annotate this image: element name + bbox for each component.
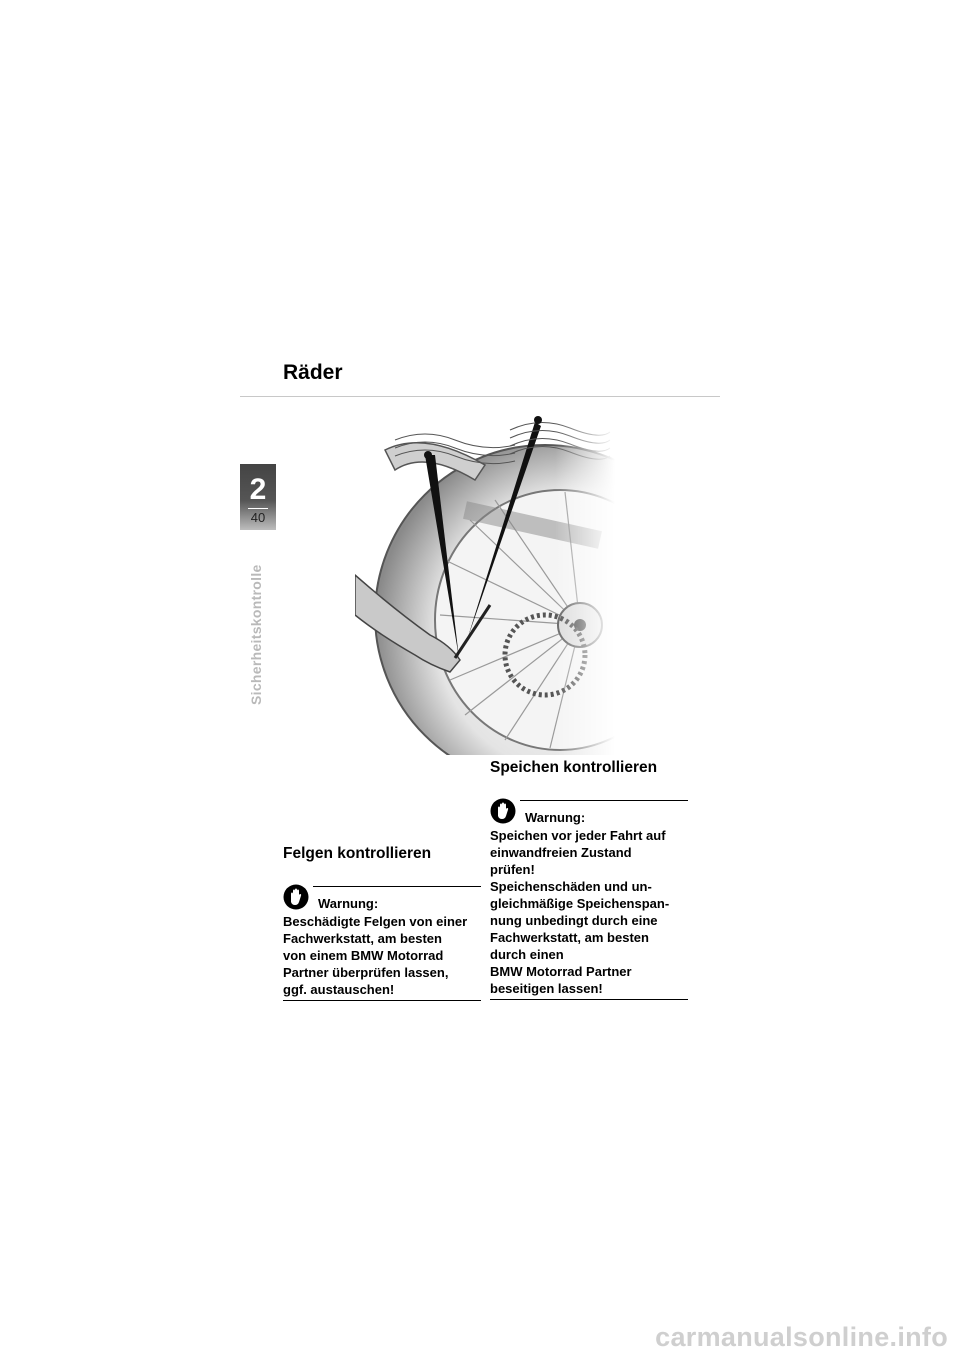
spokes-heading: Speichen kontrollieren xyxy=(490,759,658,776)
rims-heading: Felgen kontrollieren xyxy=(283,845,432,862)
warning-end-divider xyxy=(490,999,688,1000)
warning-divider xyxy=(520,800,688,801)
warning-label: Warnung: xyxy=(525,810,586,825)
footer-watermark: carmanualsonline.info xyxy=(655,1322,948,1352)
warning-text: Beschädigte Felgen von einer Fachwerkstatt, am besten von einem BMW Motorrad Partner überprüfen lassen, ggf. austauschen! xyxy=(283,914,468,997)
spokes-warning xyxy=(490,800,688,1000)
title-divider xyxy=(240,396,720,397)
chapter-divider xyxy=(248,508,268,509)
page-title: Räder xyxy=(283,361,343,384)
warning-label: Warnung: xyxy=(318,896,379,911)
wheel-illustration xyxy=(355,410,615,755)
page-number: 40 xyxy=(250,510,266,525)
hand-stop-icon xyxy=(283,884,309,910)
warning-divider xyxy=(313,886,481,887)
chapter-number: 2 xyxy=(249,473,267,506)
chapter-tab xyxy=(240,464,276,530)
warning-text: Speichen vor jeder Fahrt auf einwandfreien Zustand prüfen! Speichenschäden und un- gleichmäßige Speichenspan- nung unbedingt durch eine Fachwerkstatt, am besten durch einen BMW Motorrad Partner beseitigen lassen! xyxy=(490,828,670,996)
chapter-side-label: Sicherheitskontrolle xyxy=(248,564,264,705)
rims-warning xyxy=(283,886,481,1001)
hand-stop-icon xyxy=(490,798,516,824)
warning-end-divider xyxy=(283,1000,481,1001)
